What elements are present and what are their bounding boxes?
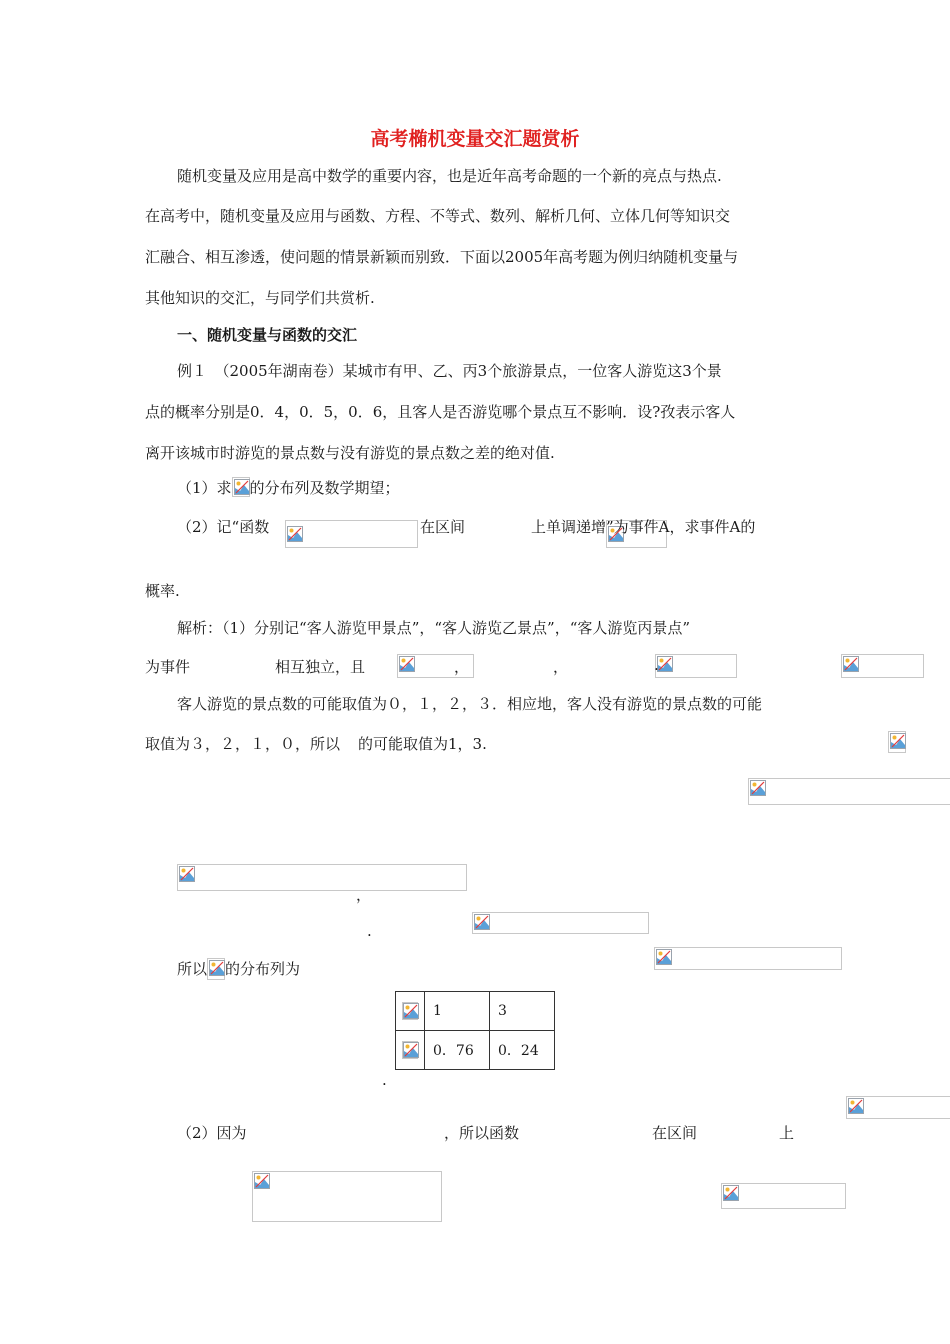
solution-line-4-suffix: 的可能取值为1，3. — [358, 735, 487, 753]
formula-image — [232, 477, 250, 497]
table-cell: 0．76 — [425, 1031, 490, 1070]
period: . — [367, 922, 372, 940]
solution-line-4-prefix: 取值为３，２，１，０，所以 — [145, 735, 341, 753]
formula-image — [472, 912, 649, 934]
period: . — [654, 656, 659, 674]
question-1 — [177, 477, 400, 498]
comma: ， — [454, 658, 470, 676]
part-2-end: 上 — [779, 1124, 795, 1142]
table-row — [396, 992, 555, 1031]
broken-image-icon — [474, 914, 490, 930]
table-header-cell — [396, 1031, 425, 1070]
broken-image-icon — [287, 526, 303, 542]
example-line-3: 离开该城市时游览的景点数与没有游览的景点数之差的绝对值. — [145, 444, 555, 462]
broken-image-icon — [399, 656, 415, 672]
question-2-mid: 在区间 — [420, 518, 466, 536]
table-cell: 3 — [490, 992, 555, 1031]
distribution-table — [395, 991, 555, 1070]
formula-image — [655, 654, 737, 678]
formula-image — [841, 654, 924, 678]
intro-line-1: 随机变量及应用是高中数学的重要内容，也是近年高考命题的一个新的亮点与热点. — [177, 167, 722, 185]
formula-image — [177, 864, 467, 891]
formula-image — [654, 947, 842, 970]
formula-image — [252, 1171, 442, 1222]
solution-line-1: 解析：（1）分别记“客人游览甲景点”，“客人游览乙景点”，“客人游览丙景点” — [177, 619, 691, 637]
part-2-mid: ，所以函数 — [444, 1124, 520, 1142]
broken-image-icon — [723, 1185, 739, 1201]
broken-image-icon — [750, 780, 766, 796]
broken-image-icon — [656, 949, 672, 965]
formula-image — [721, 1183, 846, 1209]
comma: ， — [553, 658, 569, 676]
example-line-1: 例１ （2005年湖南卷）某城市有甲、乙、丙3个旅游景点，一位客人游览这3个景 — [177, 362, 722, 380]
table-row — [396, 1031, 555, 1070]
distribution-suffix: 的分布列为 — [225, 960, 301, 978]
formula-image — [888, 731, 906, 753]
broken-image-icon — [890, 733, 906, 749]
period: . — [382, 1071, 387, 1089]
broken-image-icon — [179, 866, 195, 882]
intro-line-3: 汇融合、相互渗透，使问题的情景新颖而别致．下面以2005年高考题为例归纳随机变量与 — [145, 248, 739, 266]
distribution-prefix: 所以 — [177, 960, 208, 978]
broken-image-icon — [843, 656, 859, 672]
broken-image-icon — [848, 1098, 864, 1114]
solution-line-2-prefix: 为事件 — [145, 658, 191, 676]
comma: ， — [356, 886, 372, 904]
section-heading: 一、随机变量与函数的交汇 — [177, 326, 358, 344]
table-cell: 1 — [425, 992, 490, 1031]
formula-image — [748, 778, 950, 805]
solution-line-2-mid: 相互独立，且 — [275, 658, 366, 676]
document-title: 高考椭机变量交汇题赏析 — [370, 128, 580, 150]
example-line-2: 点的概率分别是0．4，0．5，0．6，且客人是否游览哪个景点互不影响．设?孜表示客人 — [145, 403, 736, 421]
intro-line-2: 在高考中，随机变量及应用与函数、方程、不等式、数列、解析几何、立体几何等知识交 — [145, 207, 731, 225]
broken-image-icon — [209, 960, 225, 976]
broken-image-icon — [234, 479, 250, 495]
intro-line-4: 其他知识的交汇，与同学们共赏析. — [145, 289, 375, 307]
question-1-prefix: （1）求 — [177, 479, 232, 497]
formula-image — [402, 1041, 418, 1059]
formula-image — [285, 520, 418, 548]
part-2-mid-2: 在区间 — [652, 1124, 698, 1142]
formula-image — [846, 1096, 950, 1119]
question-2-end: 概率. — [145, 582, 180, 600]
distribution-intro — [177, 958, 300, 980]
question-2-prefix: （2）记“函数 — [177, 518, 270, 536]
formula-image — [207, 958, 225, 980]
question-1-suffix: 的分布列及数学期望； — [249, 479, 400, 497]
broken-image-icon — [403, 1042, 419, 1058]
broken-image-icon — [254, 1173, 270, 1189]
broken-image-icon — [657, 656, 673, 672]
table-cell: 0．24 — [490, 1031, 555, 1070]
table-header-cell — [396, 992, 425, 1031]
broken-image-icon — [403, 1003, 419, 1019]
question-2-suffix: 上单调递增”为事件A，求事件A的 — [531, 518, 756, 536]
part-2-prefix: （2）因为 — [177, 1124, 247, 1142]
solution-line-3: 客人游览的景点数的可能取值为０，１，２，３．相应地，客人没有游览的景点数的可能 — [177, 695, 763, 713]
formula-image — [402, 1002, 418, 1020]
